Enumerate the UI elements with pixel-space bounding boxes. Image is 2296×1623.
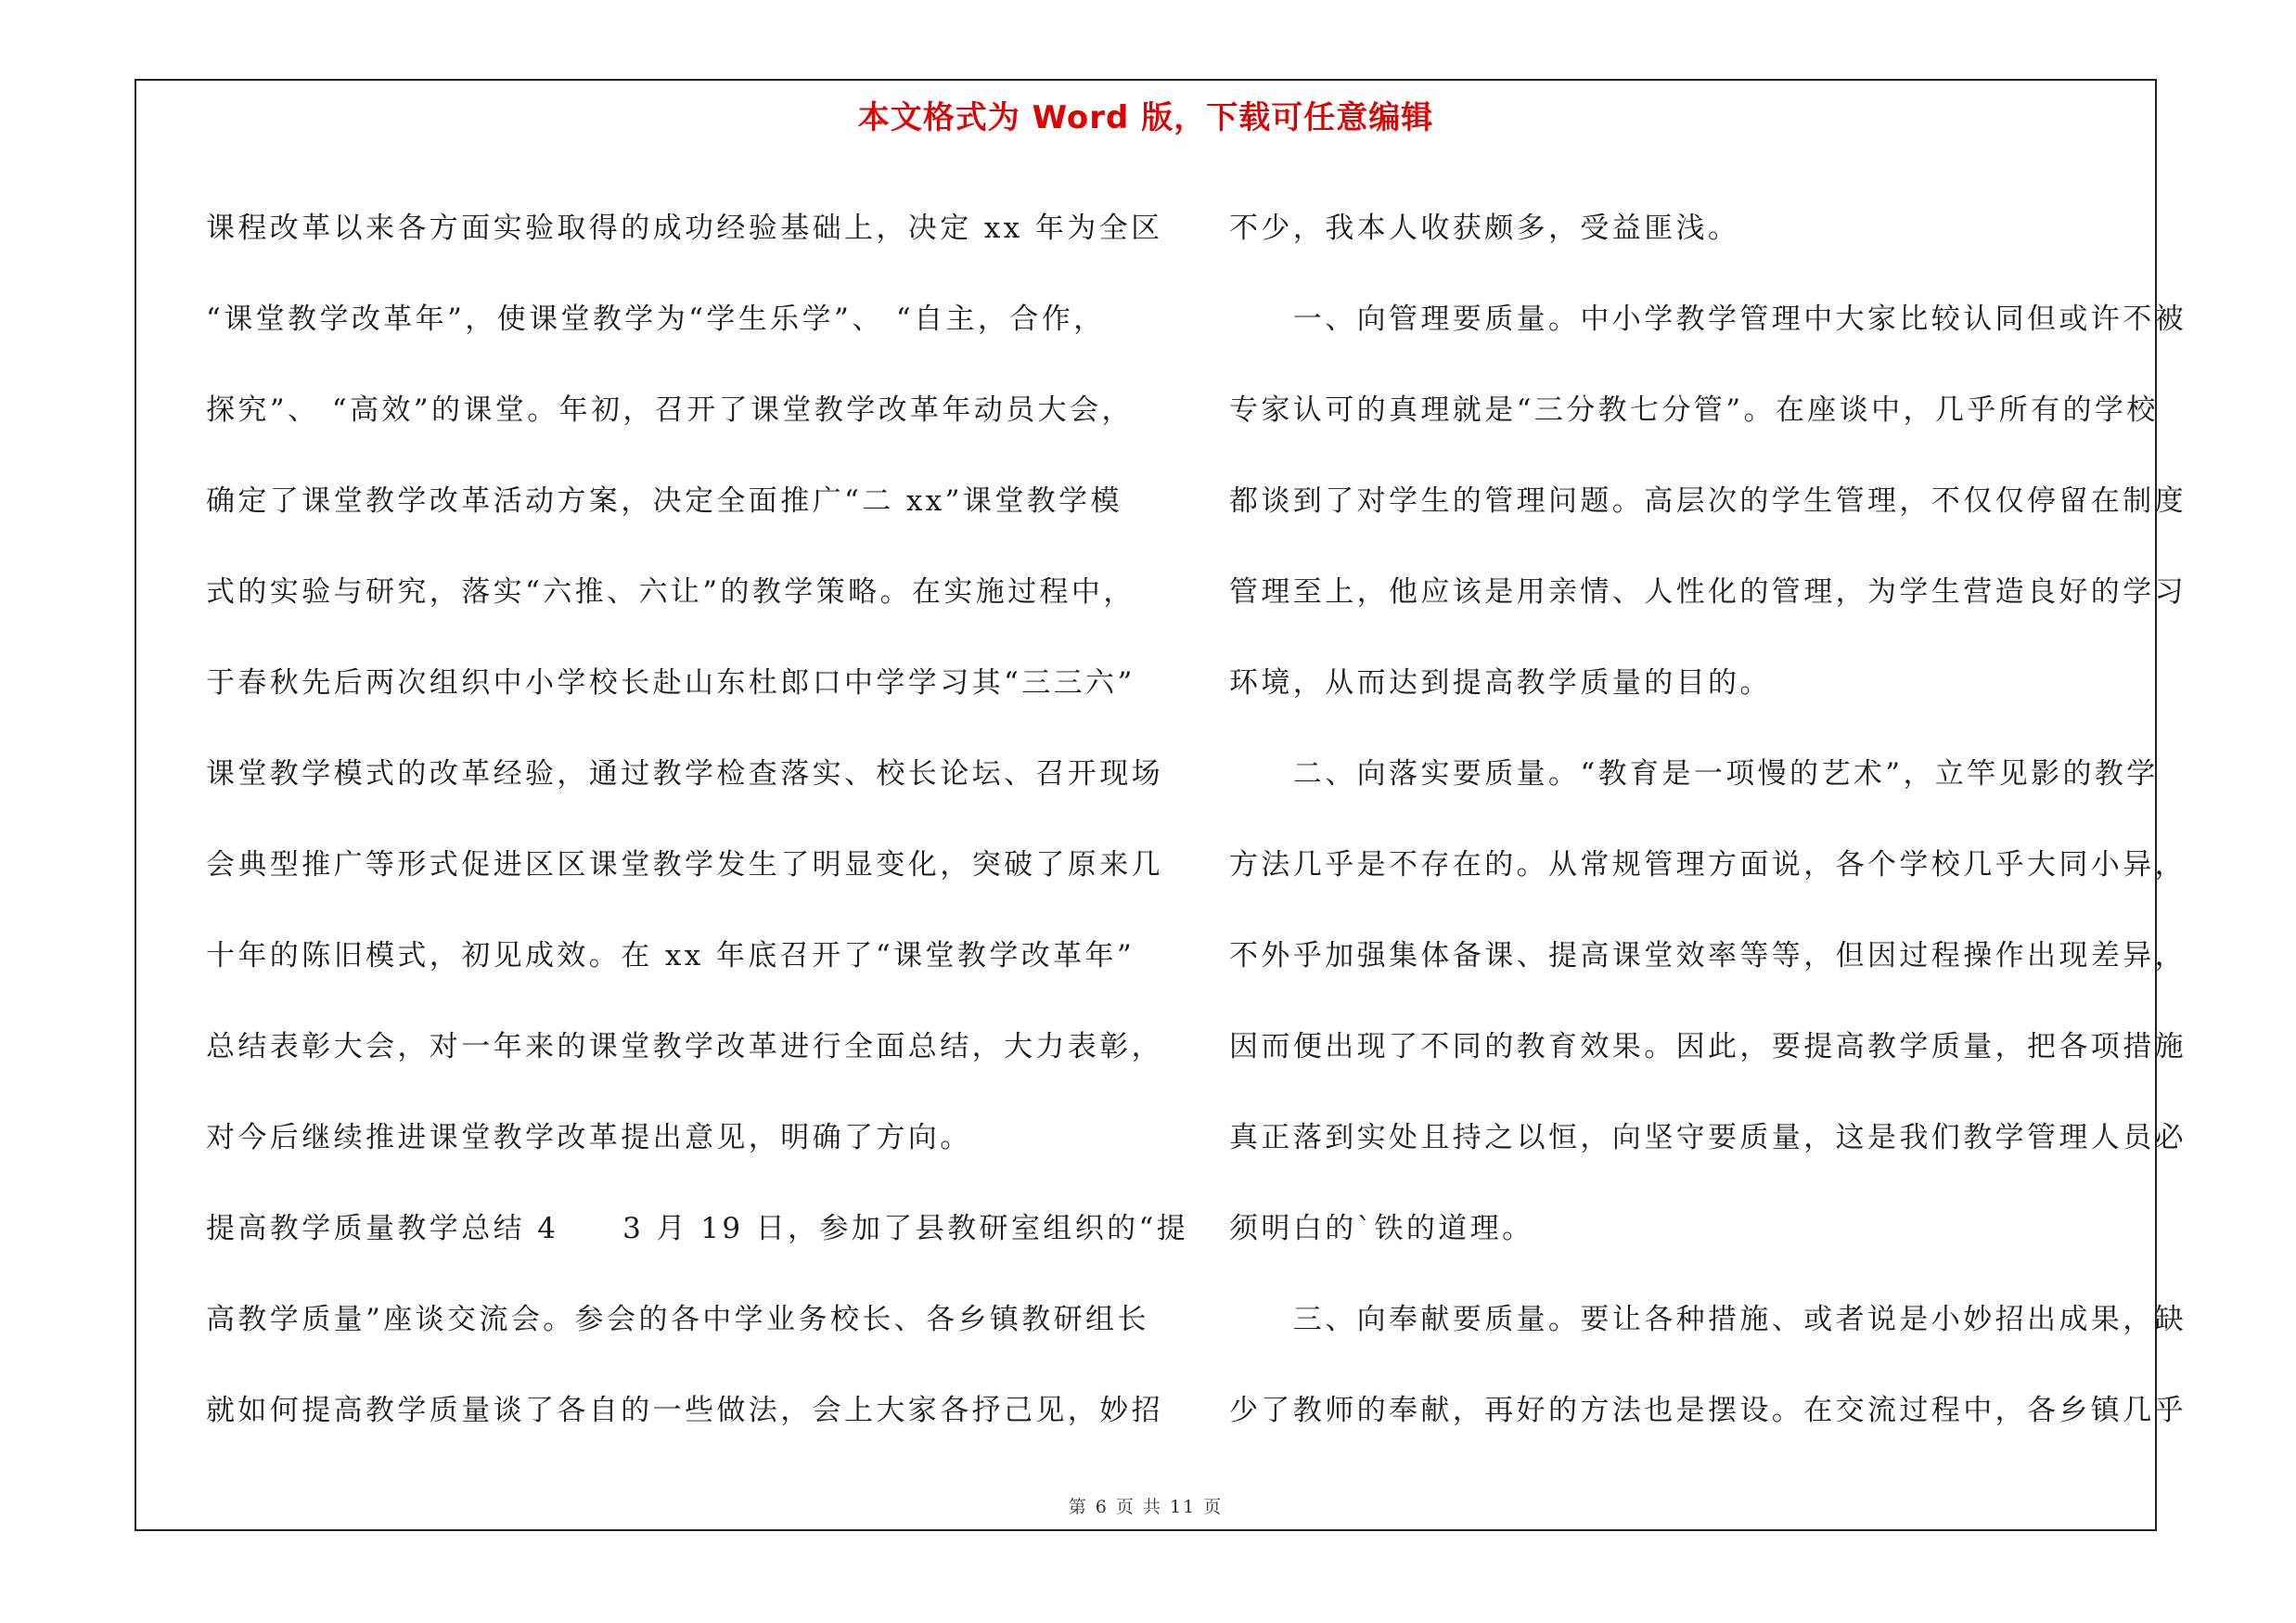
body-line: 课程改革以来各方面实验取得的成功经验基础上，决定 xx 年为全区 (206, 212, 1163, 245)
body-line: 不少，我本人收获颇多，受益匪浅。 (1229, 212, 1740, 245)
right-column (1229, 183, 2187, 1456)
body-line: 环境，从而达到提高教学质量的目的。 (1229, 666, 1772, 700)
body-line: 十年的陈旧模式，初见成效。在 xx 年底召开了“课堂教学改革年” (206, 939, 1135, 973)
body-line: 高教学质量”座谈交流会。参会的各中学业务校长、各乡镇教研组长 (206, 1303, 1149, 1336)
body-line: 探究”、 “高效”的课堂。年初，召开了课堂教学改革年动员大会， (206, 393, 1134, 427)
body-line: 会典型推广等形式促进区区课堂教学发生了明显变化，突破了原来几 (206, 848, 1163, 882)
body-line: 方法几乎是不存在的。从常规管理方面说，各个学校几乎大同小异， (1229, 848, 2187, 882)
page-number: 第 6 页 共 11 页 (1068, 1497, 1224, 1517)
body-line: 都谈到了对学生的管理问题。高层次的学生管理，不仅仅停留在制度 (1229, 484, 2187, 518)
page-frame (135, 79, 2187, 1531)
body-line: 课堂教学模式的改革经验，通过教学检查落实、校长论坛、召开现场 (206, 757, 1163, 791)
body-line: 对今后继续推进课堂教学改革提出意见，明确了方向。 (206, 1121, 972, 1154)
body-line: 因而便出现了不同的教育效果。因此，要提高教学质量，把各项措施 (1229, 1030, 2187, 1063)
left-column (206, 183, 1189, 1456)
body-line: 一、向管理要质量。中小学教学管理中大家比较认同但或许不被 (1229, 303, 2187, 336)
body-line: 三、向奉献要质量。要让各种措施、或者说是小妙招出成果，缺 (1229, 1303, 2187, 1336)
body-line: “课堂教学改革年”，使课堂教学为“学生乐学”、 “自主，合作， (206, 303, 1106, 336)
body-line: 不外乎加强集体备课、提高课堂效率等等，但因过程操作出现差异， (1229, 939, 2187, 973)
body-line: 确定了课堂教学改革活动方案，决定全面推广“二 xx”课堂教学模 (206, 484, 1122, 518)
body-line: 专家认可的真理就是“三分教七分管”。在座谈中，几乎所有的学校 (1229, 393, 2159, 427)
body-line: 真正落到实处且持之以恒，向坚守要质量，这是我们教学管理人员必 (1229, 1121, 2187, 1154)
body-line: 总结表彰大会，对一年来的课堂教学改革进行全面总结，大力表彰， (206, 1030, 1163, 1063)
body-line: 二、向落实要质量。“教育是一项慢的艺术”，立竿见影的教学 (1229, 757, 2159, 791)
body-line: 须明白的`铁的道理。 (1229, 1212, 1534, 1245)
body-line: 就如何提高教学质量谈了各自的一些做法，会上大家各抒己见，妙招 (206, 1394, 1163, 1427)
body-line: 提高教学质量教学总结 4 3 月 19 日，参加了县教研室组织的“提 (206, 1212, 1189, 1245)
body-line: 管理至上，他应该是用亲情、人性化的管理，为学生营造良好的学习 (1229, 575, 2187, 609)
body-line: 少了教师的奉献，再好的方法也是摆设。在交流过程中，各乡镇几乎 (1229, 1394, 2187, 1427)
format-banner: 本文格式为 Word 版，下载可任意编辑 (857, 99, 1434, 136)
body-line: 式的实验与研究，落实“六推、六让”的教学策略。在实施过程中， (206, 575, 1135, 609)
body-line: 于春秋先后两次组织中小学校长赴山东杜郎口中学学习其“三三六” (206, 666, 1135, 700)
